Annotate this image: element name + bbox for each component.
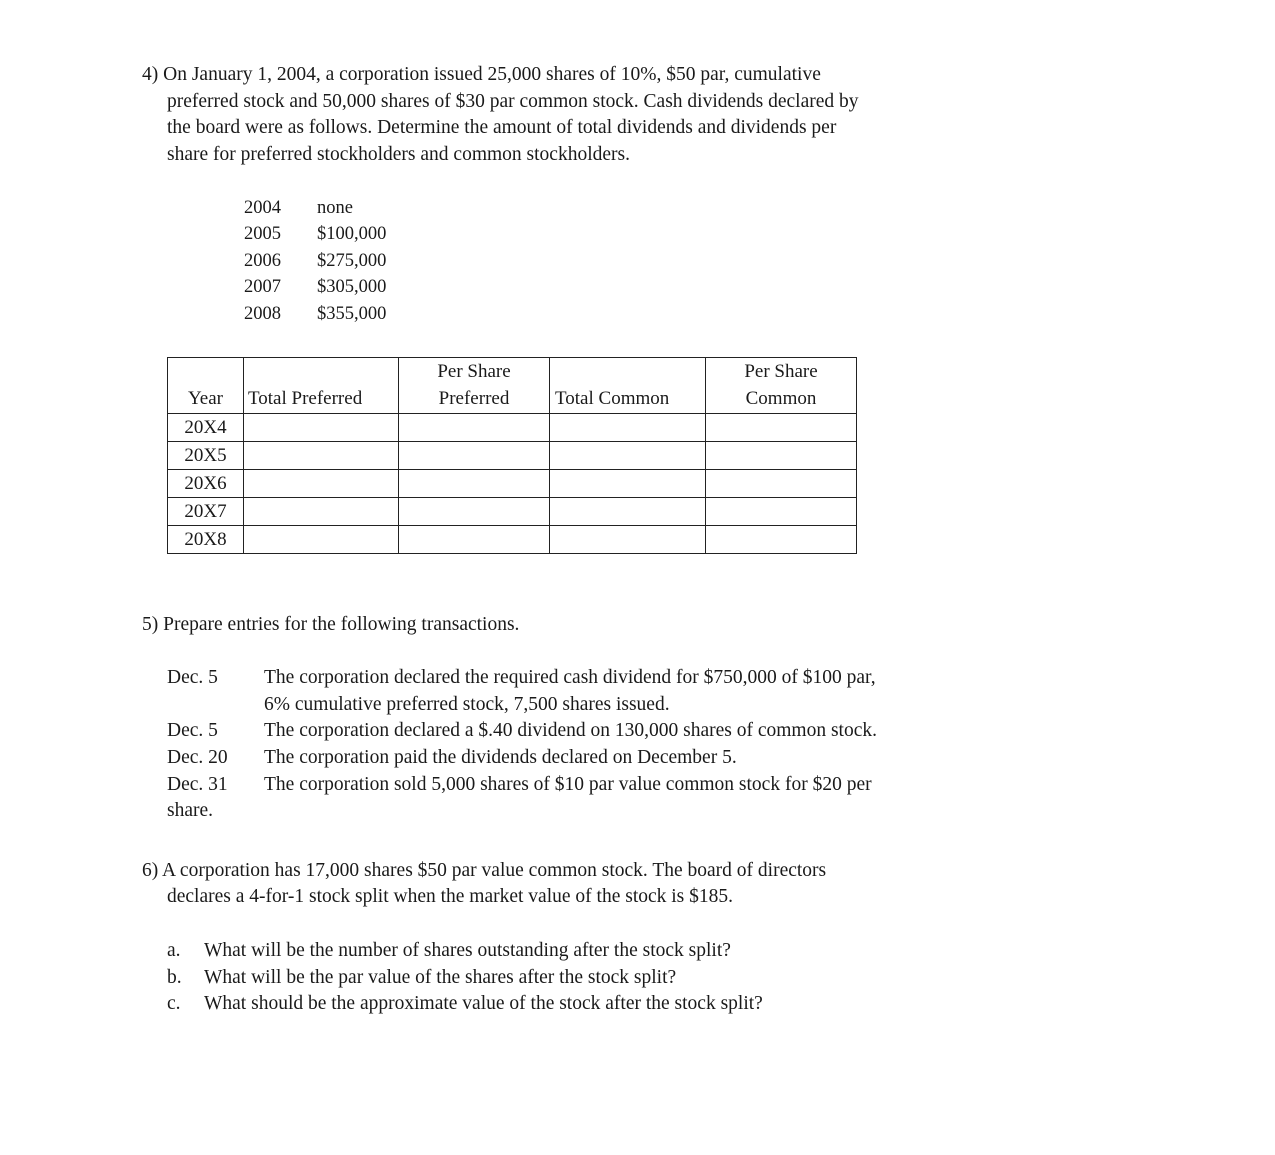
header-line: Year xyxy=(187,388,223,409)
answer-cell[interactable] xyxy=(706,470,857,498)
answer-cell[interactable] xyxy=(550,498,706,526)
q4-line: preferred stock and 50,000 shares of $30 par common stock. Cash dividends declared by xyxy=(167,91,859,112)
year-cell: 20X6 xyxy=(168,470,244,498)
item-text: What should be the approximate value of the stock after the stock split? xyxy=(204,993,763,1014)
item-label: a. xyxy=(167,940,181,961)
answer-cell[interactable] xyxy=(244,526,399,554)
answer-cell[interactable] xyxy=(244,414,399,442)
header-per-share-common xyxy=(706,358,857,414)
q4-line: share for preferred stockholders and common stockholders. xyxy=(167,144,630,165)
dividends-table xyxy=(167,357,857,554)
header-total-preferred xyxy=(244,358,399,414)
header-line: Common xyxy=(745,388,817,409)
item-text: What will be the par value of the shares after the stock split? xyxy=(204,967,677,988)
item-label: b. xyxy=(167,967,182,988)
table-row xyxy=(168,414,857,442)
header-line: Preferred xyxy=(438,388,510,409)
entry-text: The corporation declared a $.40 dividend on 130,000 shares of common stock. xyxy=(264,720,878,741)
entry-text: 6% cumulative preferred stock, 7,500 shares issued. xyxy=(264,694,670,715)
q5-title: 5) Prepare entries for the following transactions. xyxy=(142,614,520,635)
entry-text: The corporation paid the dividends declared on December 5. xyxy=(264,747,737,768)
entry-text: share. xyxy=(167,800,214,821)
header-line: Per Share xyxy=(744,361,818,382)
table-row xyxy=(168,442,857,470)
q6-line: declares a 4-for-1 stock split when the market value of the stock is $185. xyxy=(167,886,734,907)
table-row xyxy=(168,498,857,526)
table-row xyxy=(168,526,857,554)
answer-cell[interactable] xyxy=(399,470,550,498)
answer-cell[interactable] xyxy=(244,470,399,498)
answer-cell[interactable] xyxy=(244,442,399,470)
answer-cell[interactable] xyxy=(550,526,706,554)
q4-line: the board were as follows. Determine the amount of total dividends and dividends per xyxy=(167,117,837,138)
dividend-year: 2008 xyxy=(244,304,281,324)
table-header-row xyxy=(168,358,857,414)
entry-date: Dec. 5 xyxy=(167,667,218,688)
header-line: Total Preferred xyxy=(248,388,363,409)
answer-cell[interactable] xyxy=(706,526,857,554)
answer-cell[interactable] xyxy=(550,442,706,470)
answer-cell[interactable] xyxy=(550,470,706,498)
answer-cell[interactable] xyxy=(706,442,857,470)
entry-text: The corporation declared the required cash dividend for $750,000 of $100 par, xyxy=(264,667,876,688)
answer-cell[interactable] xyxy=(550,414,706,442)
dividend-amount: $100,000 xyxy=(317,224,387,244)
answer-cell[interactable] xyxy=(706,498,857,526)
entry-date: Dec. 31 xyxy=(167,774,228,795)
entry-text: The corporation sold 5,000 shares of $10 par value common stock for $20 per xyxy=(264,774,872,795)
dividend-amount: none xyxy=(317,198,353,218)
q6-line: 6) A corporation has 17,000 shares $50 par value common stock. The board of directors xyxy=(142,860,827,881)
entry-date: Dec. 5 xyxy=(167,720,218,741)
dividend-amount: $355,000 xyxy=(317,304,387,324)
dividend-year: 2006 xyxy=(244,251,281,271)
answer-cell[interactable] xyxy=(399,526,550,554)
header-year xyxy=(168,358,244,414)
dividend-year: 2004 xyxy=(244,198,281,218)
header-total-common xyxy=(550,358,706,414)
dividend-year: 2005 xyxy=(244,224,281,244)
header-per-share-preferred xyxy=(399,358,550,414)
entry-date: Dec. 20 xyxy=(167,747,228,768)
dividend-amount: $275,000 xyxy=(317,251,387,271)
header-line: Total Common xyxy=(555,388,670,409)
q4-line: 4) On January 1, 2004, a corporation issued 25,000 shares of 10%, $50 par, cumulative xyxy=(142,64,821,85)
answer-cell[interactable] xyxy=(399,442,550,470)
year-cell: 20X5 xyxy=(168,442,244,470)
dividend-year: 2007 xyxy=(244,277,281,297)
answer-cell[interactable] xyxy=(706,414,857,442)
year-cell: 20X4 xyxy=(168,414,244,442)
item-label: c. xyxy=(167,993,181,1014)
answer-cell[interactable] xyxy=(399,414,550,442)
item-text: What will be the number of shares outstanding after the stock split? xyxy=(204,940,731,961)
year-cell: 20X7 xyxy=(168,498,244,526)
answer-cell[interactable] xyxy=(244,498,399,526)
table-row xyxy=(168,470,857,498)
answer-cell[interactable] xyxy=(399,498,550,526)
dividend-amount: $305,000 xyxy=(317,277,387,297)
header-line: Per Share xyxy=(437,361,511,382)
year-cell: 20X8 xyxy=(168,526,244,554)
